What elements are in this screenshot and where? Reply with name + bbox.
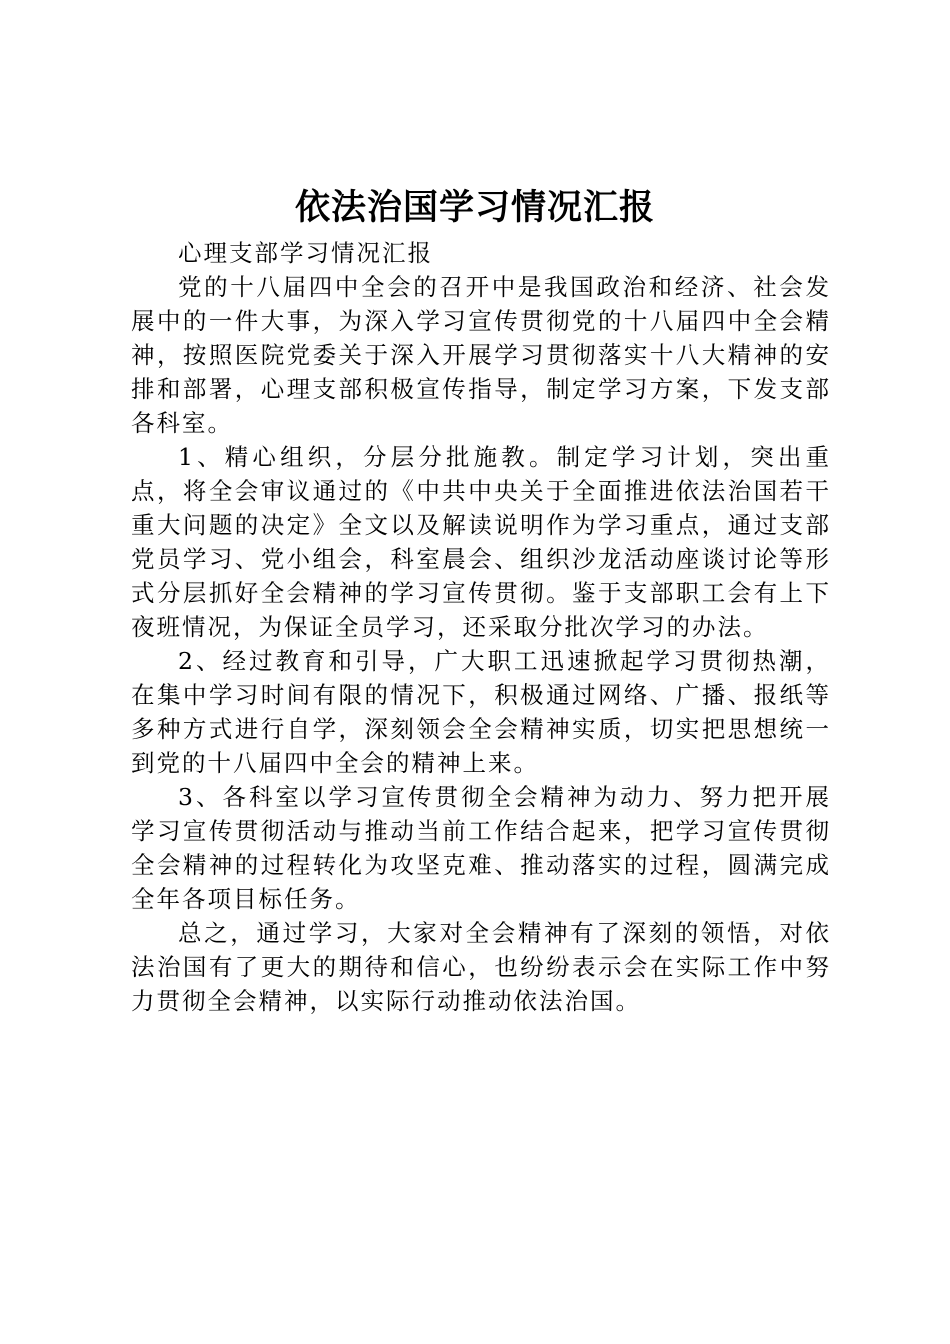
document-body [131, 236, 831, 1018]
paragraph-item-1: 1、精心组织，分层分批施教。制定学习计划，突出重点，将全会审议通过的《中共中央关于全面推进依法治国若干重大问题的决定》全文以及解读说明作为学习重点，通过支部党员学习、党小组会，科室晨会、组织沙龙活动座谈讨论等形式分层抓好全会精神的学习宣传贯彻。鉴于支部职工会有上下夜班情况，为保证全员学习，还采取分批次学习的办法。 [131, 443, 831, 641]
paragraph-item-2: 2、经过教育和引导，广大职工迅速掀起学习贯彻热潮，在集中学习时间有限的情况下，积极通过网络、广播、报纸等多种方式进行自学，深刻领会全会精神实质，切实把思想统一到党的十八届四中全会的精神上来。 [131, 647, 831, 777]
paragraph-item-3: 3、各科室以学习宣传贯彻全会精神为动力、努力把开展学习宣传贯彻活动与推动当前工作结合起来，把学习宣传贯彻全会精神的过程转化为攻坚克难、推动落实的过程，圆满完成全年各项目标任务。 [131, 783, 831, 913]
paragraph-intro: 党的十八届四中全会的召开中是我国政治和经济、社会发展中的一件大事，为深入学习宣传贯彻党的十八届四中全会精神，按照医院党委关于深入开展学习贯彻落实十八大精神的安排和部署，心理支部积极宣传指导，制定学习方案，下发支部各科室。 [131, 273, 831, 437]
document-subtitle: 心理支部学习情况汇报 [178, 239, 433, 267]
paragraph-conclusion: 总之，通过学习，大家对全会精神有了深刻的领悟，对依法治国有了更大的期待和信心，也纷纷表示会在实际工作中努力贯彻全会精神，以实际行动推动依法治国。 [131, 919, 831, 1015]
document-title: 依法治国学习情况汇报 [294, 187, 655, 228]
